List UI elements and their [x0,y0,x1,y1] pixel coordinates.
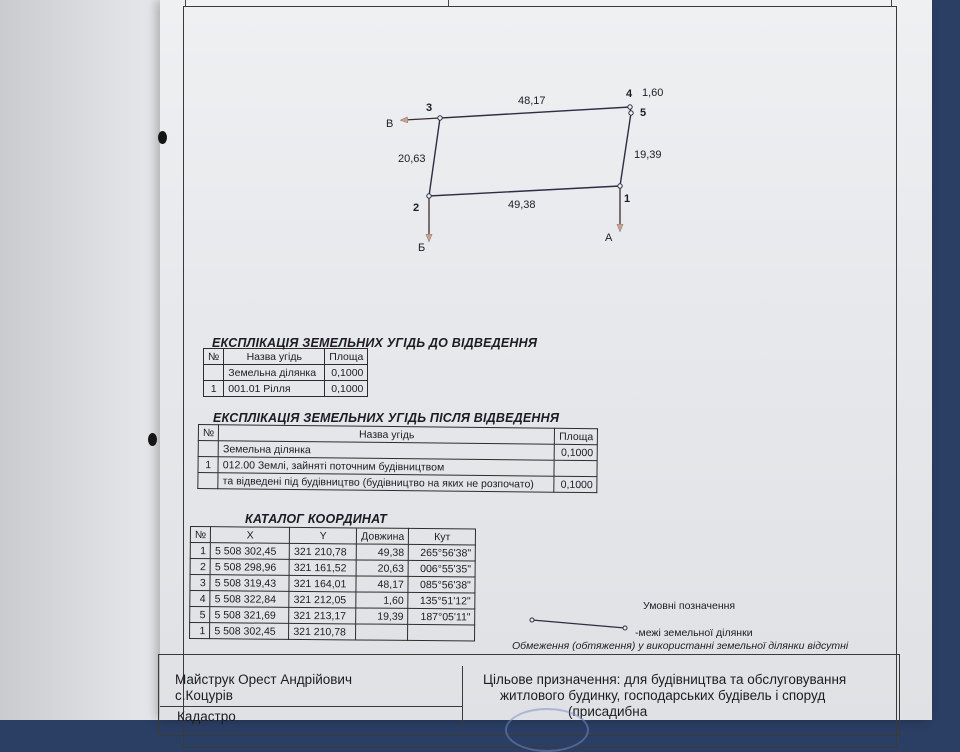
footer-divider [462,666,463,726]
direction-label-b: Б [418,242,426,254]
vertex-label-4: 4 [626,88,633,100]
table-row [204,365,368,381]
explication-before-table [203,348,368,397]
table-row: 5 5 508 321,69 321 213,17 19,39 187°05'11" [190,607,475,625]
village-name: с.Коцурів [175,688,233,703]
vertex-2 [427,194,431,198]
purpose-line-3: (присадибна [568,704,648,719]
side-label-right: 19,39 [634,149,662,161]
header-no: № [190,527,210,543]
cadastral-divider [160,706,462,707]
header-angle: Кут [409,528,476,545]
vertex-label-1: 1 [624,193,631,205]
vertex-4 [628,105,632,109]
header-no: № [198,425,218,441]
header-no: № [204,349,224,365]
restrictions-note: Обмеження (обтяження) у використанні земельної ділянки відсутні [512,640,849,652]
legend-boundary-sample [532,620,625,628]
stamp [505,708,589,752]
side-label-top: 48,17 [518,95,546,107]
row-no: 1 [198,457,218,473]
side-label-bottom: 49,38 [508,199,536,211]
table-row: 1 5 508 302,45 321 210,78 49,38 265°56'38" [190,543,475,561]
side-label-short: 1,60 [642,87,664,99]
purpose-line-2: житлового будинку, господарських будівель і споруд [500,688,826,703]
table-row [204,381,368,397]
direction-label-v: В [386,118,394,130]
table-row: 1 5 508 302,45 321 210,78 [190,623,475,641]
group-area: 0,1000 [554,444,597,460]
group-label: Земельна ділянка [218,441,554,461]
coordinate-catalog-title: КАТАЛОГ КООРДИНАТ [245,512,387,526]
legend-node [530,618,534,622]
table-row: 4 5 508 322,84 321 212,05 1,60 135°51'12" [190,591,475,609]
row-area: 0,1000 [554,476,597,492]
legend-boundary-label: -межі земельної ділянки [635,627,753,639]
vertex-5 [629,111,633,115]
vertex-1 [618,184,622,188]
header-y: Y [290,527,357,544]
row-name-line2: та відведені під будівництво (будівництво на яких не розпочато) [218,473,554,493]
header-area: Площа [555,428,598,444]
row-no: 1 [204,381,224,397]
side-label-left: 20,63 [398,153,426,165]
group-area: 0,1000 [325,365,368,381]
row-area: 0,1000 [325,381,368,397]
table-row: 3 5 508 319,43 321 164,01 48,17 085°56'38" [190,575,475,593]
header-name: Назва угідь [219,425,555,445]
direction-arrow-v [404,118,440,120]
explication-before-title: ЕКСПЛІКАЦІЯ ЗЕМЕЛЬНИХ УГІДЬ ДО ВІДВЕДЕННЯ [212,336,538,350]
table-header-row [204,349,368,365]
header-name: Назва угідь [224,349,325,365]
vertex-label-5: 5 [640,107,647,119]
explication-after-table [197,424,598,493]
coordinate-catalog-table [189,526,476,641]
row-name-line1: 012.00 Землі, зайняті поточним будівництвом [218,457,554,477]
group-label: Земельна ділянка [224,365,325,381]
vertex-label-2: 2 [413,202,420,214]
legend-node [623,626,627,630]
direction-label-a: А [605,232,613,244]
legend-title: Умовні позначення [643,600,736,612]
cadastral-label: Кадастро [177,709,236,724]
row-name: 001.01 Рілля [224,381,325,397]
vertex-label-3: 3 [426,102,433,114]
purpose-line-1: Цільове призначення: для будівництва та обслуговування [483,672,847,687]
parcel-boundary [429,107,631,196]
owner-name: Майструк Орест Андрійович [175,672,352,687]
header-x: X [211,527,290,544]
explication-after-title: ЕКСПЛІКАЦІЯ ЗЕМЕЛЬНИХ УГІДЬ ПІСЛЯ ВІДВЕДЕННЯ [213,411,560,425]
vertex-3 [438,116,442,120]
header-area: Площа [325,349,368,365]
table-row: 2 5 508 298,96 321 161,52 20,63 006°55'35" [190,559,475,577]
header-length: Довжина [357,528,409,544]
